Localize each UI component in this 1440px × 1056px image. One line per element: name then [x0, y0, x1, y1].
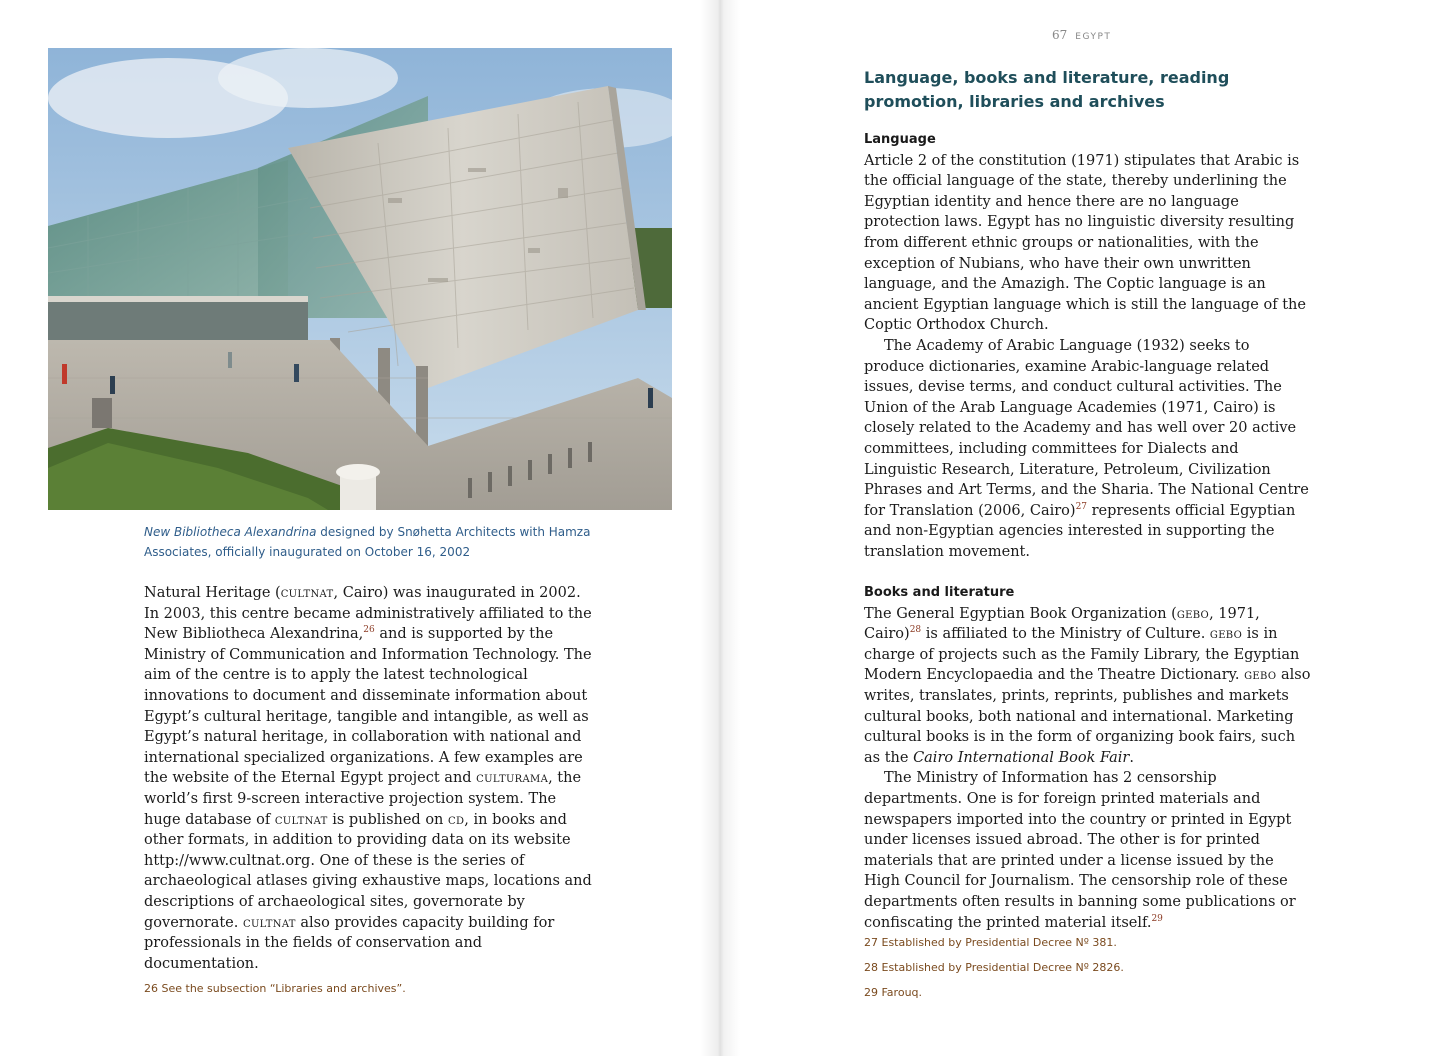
text-run: The Academy of Arabic Language (1932) seeks to produce dictionaries, examine Arabic-language related issues, devise terms, and conduct cultural activities. The Union of the Arab Language Academies (1971, Cairo) is closely related to the Academy and has well over 20 active committees, including committees for Dialects and Linguistic Research, Literature, Petroleum, Civilization Phrases and Art Terms, and the Sharia. The National Centre for Translation (2006, Cairo) — [864, 337, 1309, 519]
text-run: The Ministry of Information has 2 censorship departments. One is for foreign printed materials and newspapers imported into the country or printed in Egypt under licenses issued abroad. The other is for printed materials that are printed under a license issued by the High Council for Journalism. The censorship role of these departments often results in banning some publications or confiscating the printed material itself. — [864, 770, 1296, 931]
text-run: . — [1129, 749, 1134, 766]
small-caps-run: gebo — [1209, 626, 1243, 643]
small-caps-run: culturama — [476, 770, 549, 787]
italic-run: Cairo International Book Fair — [913, 749, 1130, 766]
text-run: represents official Egyptian and non-Egyptian agencies interested in supporting the translation movement. — [864, 502, 1296, 560]
caption-text: designed by Snøhetta Architects with Hamza Associates, officially inaugurated on October 16, 2002 — [144, 525, 591, 559]
footnote-29: 29 Farouq. — [864, 986, 923, 999]
footnote-ref[interactable]: 29 — [1151, 913, 1163, 924]
text-run: , Cairo) was inaugurated in 2002. In 2003, this centre became administratively affiliated to the New Bibliotheca Alexandrina, — [144, 585, 592, 643]
small-caps-run: gebo — [1176, 605, 1210, 622]
footnotes — [864, 930, 1124, 1005]
small-caps-run: cultnat — [274, 811, 328, 828]
bibliotheca-alexandrina-image — [48, 48, 672, 510]
footnote-26: 26 See the subsection “Libraries and archives”. — [144, 982, 406, 995]
text-run: , in books and other formats, in addition to providing data on its website http://www.cultnat.org. One of these is the series of archaeological atlases giving exhaustive maps, locations and descriptions of archaeological sites, governorate by governorate. — [144, 811, 592, 931]
section-title: Language, books and literature, reading promotion, libraries and archives — [864, 68, 1230, 111]
right-page — [720, 0, 1440, 1056]
text-run: and is supported by the Ministry of Communication and Information Technology. The aim of the centre is to apply the latest technological innovations to document and disseminate information about Egypt’s cultural heritage, tangible and intangible, as well as Egypt’s natural heritage, in collaboration with national and international specialized organizations. A few examples are the website of the Eternal Egypt project and — [144, 626, 592, 787]
footnote-27: 27 Established by Presidential Decree Nº 381. — [864, 936, 1117, 949]
footnote-28: 28 Established by Presidential Decree Nº 2826. — [864, 961, 1124, 974]
small-caps-run: gebo — [1244, 667, 1277, 684]
footnote-ref[interactable]: 28 — [909, 625, 922, 636]
paragraph — [864, 336, 1312, 563]
footnote-ref[interactable]: 26 — [363, 625, 375, 636]
running-head — [1052, 28, 1111, 42]
text-run: is in charge of projects such as the Family Library, the Egyptian Modern Encyclopaedia and the Theatre Dictionary. — [864, 626, 1300, 684]
small-caps-run: cd — [448, 811, 465, 828]
text-run: is published on — [327, 811, 448, 828]
small-caps-run: cultnat — [280, 585, 334, 601]
left-body-text — [144, 583, 594, 974]
text-run: Natural Heritage ( — [144, 585, 281, 601]
library-photo — [48, 48, 672, 510]
paragraph — [864, 604, 1312, 769]
running-head-section: EGYPT — [1075, 32, 1112, 42]
text-run: , the world’s first 9-screen interactive projection system. The huge database of — [144, 770, 582, 828]
text-run: The General Egyptian Book Organization ( — [864, 605, 1177, 622]
right-body-text — [864, 130, 1312, 933]
paragraph: Article 2 of the constitution (1971) stipulates that Arabic is the official language of the state, thereby underlining the Egyptian identity and hence there are no language protection laws. Egypt has no linguistic diversity resulting from different ethnic groups or nationalities, with the exception of Nubians, who have their own unwritten language, and the Amazigh. The Coptic language is an ancient Egyptian language which is still the language of the Coptic Orthodox Church. — [864, 152, 1306, 334]
caption-italic: New Bibliotheca Alexandrina — [144, 525, 317, 539]
page-number: 67 — [1052, 28, 1068, 42]
text-run: , 1971, Cairo) — [864, 605, 1260, 643]
footnote-ref[interactable]: 27 — [1075, 501, 1088, 512]
paragraph — [144, 583, 594, 974]
text-run: also provides capacity building for professionals in the fields of conservation and documentation. — [144, 914, 555, 972]
subheading-language: Language — [864, 132, 936, 147]
photo-caption — [144, 522, 614, 562]
paragraph — [864, 768, 1312, 933]
spacer — [864, 562, 1312, 583]
text-run: also writes, translates, prints, reprints, publishes and markets cultural books, both national and international. Marketing cultural books is in the form of organizing book fairs, such as the — [864, 667, 1311, 766]
subheading-books: Books and literature — [864, 585, 1015, 601]
small-caps-run: cultnat — [243, 914, 296, 931]
text-run: is affiliated to the Ministry of Culture. — [921, 626, 1210, 643]
